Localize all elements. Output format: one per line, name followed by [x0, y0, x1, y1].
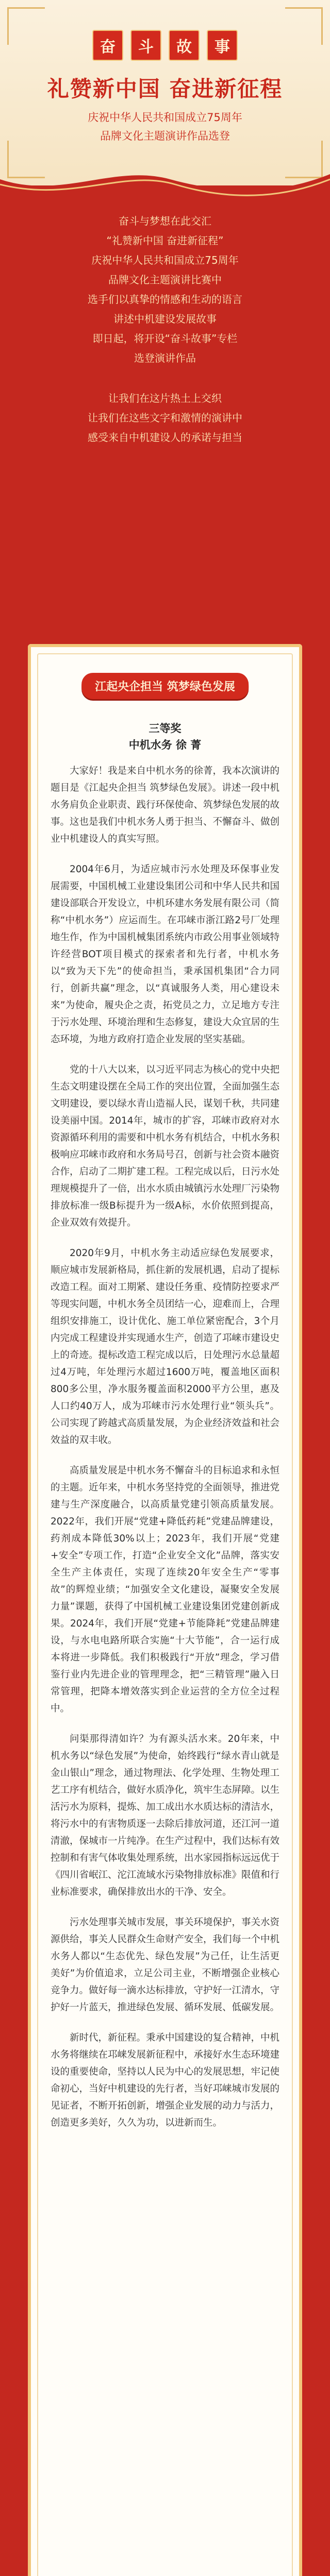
paragraph: 污水处理事关城市发展，事关环境保护，事关水资源供给，事关人民群众生命财产安全，我们每一个中机水务人都以“生态优先、绿色发展”为己任，让生活更美好”为价值追求，立足公司主业，不断增强企业核心竞争力。做好每一滴水达标排放，守护好一江清水，守护好一片蓝天，推进绿色发展、循环发展、低碳发展。 — [51, 1917, 280, 2013]
author-byline: 中机水务 徐 菁 — [128, 739, 202, 751]
column-seal-row — [0, 30, 330, 61]
seal-char: 斗 — [130, 30, 161, 61]
intro-text — [31, 211, 299, 447]
intro-line: 奋斗与梦想在此交汇 — [119, 215, 211, 227]
intro-line: 让我们在这片热土上交织 — [108, 392, 222, 404]
intro-line: 选手们以真挚的情感和生动的语言 — [88, 293, 242, 306]
paragraph: 2020年9月，中机水务主动适应绿色发展要求，顺应城市发展新格局，抓住新的发展机遇，启动了提标改造工程。面对工期紧、建设任务重、疫情防控要求严等现实问题，中机水务全员团结一心，迎难而上，合理组织安排施工，设计优化、施工单位紧密配合，3个月内完成工程建设并实现通水生产，创造了邛崃市建设史上的奇迹。提标改造工程完成以后，日处理污水总量超过4万吨，年处理污水超过1600万吨，覆盖地区面积800多公里，净水服务覆盖面积2000平方公里，惠及人口约40万人，成为邛崃市污水处理行业“领头兵”。公司实现了跨越式高质量发展，为企业经济效益和社会效益的双丰收。 — [51, 1248, 280, 1446]
intro-line: 选登演讲作品 — [134, 352, 196, 364]
intro-line: 感受来自中机建设人的承诺与担当 — [88, 431, 242, 444]
seal-char: 奋 — [92, 30, 123, 61]
paragraph: 党的十八大以来，以习近平同志为核心的党中央把生态文明建设摆在全局工作的突出位置，全面加强生态文明建设，要以绿水青山造福人民，谋划千秋，共同建设美丽中国。2014年，城市的扩容，邛崃市政府对水资源循环利用的需要和中机水务有机结合，中机水务积极响应邛崃市政府和水务局号召，创新与社会资本融资合作，启动了二期扩建工程。工程完成以后，日污水处理规模提升了一倍，出水水质由城镇污水处理厂污染物排放标准一级B标提升为一级A标，水价依照到提高，企业双效有效提升。 — [51, 1064, 280, 1228]
intro-line: 让我们在这些文字和激情的演讲中 — [88, 412, 242, 424]
article-body — [51, 762, 279, 2145]
intro-line: 庆祝中华人民共和国成立75周年 — [91, 254, 239, 266]
intro-line: 讲述中机建设发展故事 — [113, 313, 217, 325]
seal-char: 事 — [207, 30, 238, 61]
paragraph: 问渠那得清如许？为有源头活水来。20年来，中机水务以“绿色发展”为使命，始终践行“绿水青山就是金山银山”理念，通过物理法、化学处理、生物处理工艺工序有机结合，做好水质净化，筑牢生态屏障。以生活污水为原料，提炼、加工成出水水质达标的清洁水，将污水中的有害物质逐一去除后排放河道，还江河一道清澈，保城市一片纯净。在生产过程中，我们达标有效控制和有害气体收集处理系统，出水家园指标远远优于《四川省岷江、沱江流域水污染物排放标准》限值和行业标准要求，确保排放出水的干净、安全。 — [51, 1734, 280, 1897]
subtitle-line: 品牌文化主题演讲作品选登 — [100, 130, 230, 142]
intro-line: “礼赞新中国 奋进新征程” — [106, 234, 224, 247]
subtitle-line: 庆祝中华人民共和国成立75周年 — [88, 111, 242, 124]
seal-char: 故 — [169, 30, 200, 61]
paragraph: 大家好！我是来自中机水务的徐菁，我本次演讲的题目是《江起央企担当 筑梦绿色发展》。讲述一段中机水务肩负企业职责、践行环保使命、筑梦绿色发展的故事。这也是我们中机水务人勇于担当、不懈奋斗、做创业中机建设人的真实写照。 — [51, 766, 280, 844]
article-card — [28, 644, 302, 2576]
header-banner — [0, 0, 330, 185]
wave-divider — [0, 164, 330, 205]
intro-line: 品牌文化主题演讲比赛中 — [108, 274, 222, 286]
article-title-badge: 江起央企担当 筑梦绿色发展 — [81, 673, 249, 699]
award-label: 三等奖 — [148, 722, 182, 735]
page-title: 礼赞新中国 奋进新征程 — [47, 76, 283, 101]
paragraph: 2004年6月，为适应城市污水处理及环保事业发展需要，中国机械工业建设集团公司和中华人民共和国建设部联合开发设立，中机环建水务发展有限公司（简称“中机水务”）应运而生。在邛崃市浙江路2号厂处理地生作，作为中国机械集团系统内市政公用事业领域特许经营BOT项目模式的探索者和先行者，中机水务以“致为天下先”的使命担当，秉承国机集团“合力同行，创新共赢”理念，以“真诚服务人类，用心建设未来”为使命，履央企之责，拓党员之力，立足地方专注于污水处理、环境治理和生态修复，建设大众宜居的生态环境，为地方政府打造企业发展的坚实基础。 — [51, 864, 280, 1045]
paragraph: 新时代，新征程。秉承中国建设的复合精神，中机水务将继续在邛崃发展新征程中，承接好水生态环境建设的重要使命，坚持以人民为中心的发展思想，牢记使命初心，当好中机建设的先行者，当好邛崃城市发展的见证者，不断开拓创新，增强企业发展的动力与活力，创造更多美好，久久为功，以进新而生。 — [51, 2032, 280, 2128]
intro-line: 即日起，将开设“奋斗故事”专栏 — [92, 332, 238, 345]
paragraph: 高质量发展是中机水务不懈奋斗的目标追求和永恒的主题。近年来，中机水务坚持党的全面领导，推进党建与生产深度融合，以高质量党建引领高质量发展。2022年，我们开展“党建+降低药耗”党建品牌建设，药剂成本降低30%以上；2023年，我们开展“党建+安全”专项工作，打造“企业安全文化”品牌，落实安全生产主体责任，实现了连续20年安全生产“零事故”的辉煌业绩；“加强安全文化建设，凝聚安全发展力量”课题，获得了中国机械工业建设集团党建创新成果。2024年，我们开展“党建+节能降耗”党建品牌建设，与水电电路所联合实施“十大节能”，合一运行成本将进一步降低。我们积极践行“开放”理念，学习借鉴行业内先进企业的管理理念，把“三精管理”融入日常管理，把降本增效落实到企业运营的全方位全过程中。 — [51, 1465, 280, 1714]
